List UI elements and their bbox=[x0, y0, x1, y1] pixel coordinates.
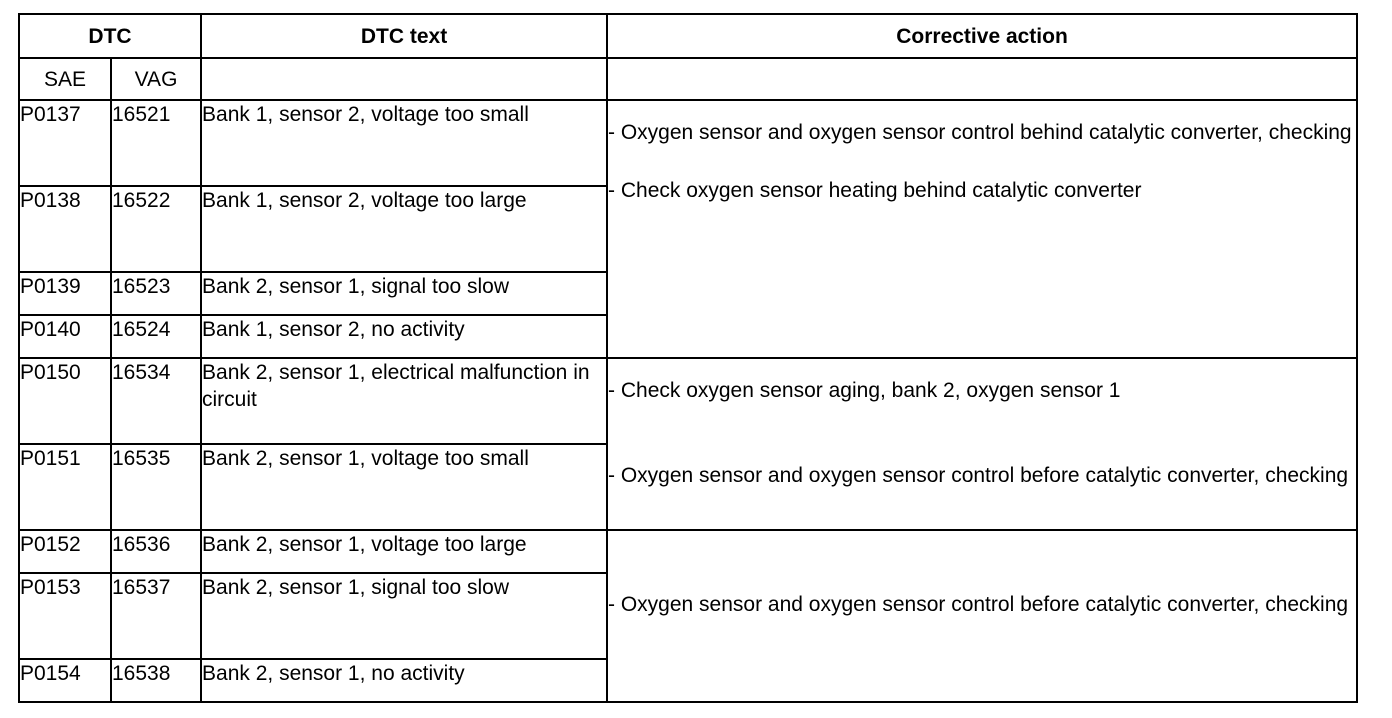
header-row-sub bbox=[19, 58, 1357, 100]
header-corrective-action: Corrective action bbox=[607, 14, 1357, 58]
corrective-action-group-2 bbox=[607, 358, 1357, 530]
table-row bbox=[19, 530, 1357, 573]
corrective-action-item: - Oxygen sensor and oxygen sensor control before catalytic converter, checking bbox=[608, 464, 1349, 487]
dtc-text: Bank 2, sensor 1, no activity bbox=[201, 659, 607, 702]
corrective-action-group-3 bbox=[607, 530, 1357, 702]
corrective-action-item: - Check oxygen sensor aging, bank 2, oxygen sensor 1 bbox=[608, 379, 1121, 402]
header-dtc: DTC bbox=[19, 14, 201, 58]
vag-code: 16537 bbox=[111, 573, 201, 659]
dtc-text: Bank 1, sensor 2, voltage too small bbox=[201, 100, 607, 186]
vag-code: 16536 bbox=[111, 530, 201, 573]
corrective-action-group-1 bbox=[607, 100, 1357, 358]
sae-code: P0139 bbox=[19, 272, 111, 315]
header-sae: SAE bbox=[19, 58, 111, 100]
header-vag: VAG bbox=[111, 58, 201, 100]
vag-code: 16523 bbox=[111, 272, 201, 315]
vag-code: 16521 bbox=[111, 100, 201, 186]
vag-code: 16534 bbox=[111, 358, 201, 444]
header-empty-text bbox=[201, 58, 607, 100]
dtc-text: Bank 1, sensor 2, no activity bbox=[201, 315, 607, 358]
table-row bbox=[19, 100, 1357, 186]
vag-code: 16535 bbox=[111, 444, 201, 530]
dtc-text: Bank 2, sensor 1, voltage too small bbox=[201, 444, 607, 530]
sae-code: P0152 bbox=[19, 530, 111, 573]
dtc-text: Bank 2, sensor 1, signal too slow bbox=[201, 272, 607, 315]
vag-code: 16524 bbox=[111, 315, 201, 358]
dtc-text: Bank 1, sensor 2, voltage too large bbox=[201, 186, 607, 272]
vag-code: 16522 bbox=[111, 186, 201, 272]
sae-code: P0137 bbox=[19, 100, 111, 186]
sae-code: P0140 bbox=[19, 315, 111, 358]
vag-code: 16538 bbox=[111, 659, 201, 702]
sae-code: P0154 bbox=[19, 659, 111, 702]
dtc-text: Bank 2, sensor 1, signal too slow bbox=[201, 573, 607, 659]
corrective-action-item: - Check oxygen sensor heating behind catalytic converter bbox=[608, 179, 1142, 202]
corrective-action-item: - Oxygen sensor and oxygen sensor control before catalytic converter, checking bbox=[608, 593, 1349, 616]
corrective-action-item: - Oxygen sensor and oxygen sensor control behind catalytic converter, checking bbox=[608, 121, 1352, 144]
sae-code: P0151 bbox=[19, 444, 111, 530]
dtc-text: Bank 2, sensor 1, electrical malfunction in circuit bbox=[201, 358, 607, 444]
sae-code: P0150 bbox=[19, 358, 111, 444]
header-empty-action bbox=[607, 58, 1357, 100]
sae-code: P0153 bbox=[19, 573, 111, 659]
header-dtc-text: DTC text bbox=[201, 14, 607, 58]
table-row bbox=[19, 358, 1357, 444]
dtc-table bbox=[18, 13, 1358, 703]
dtc-text: Bank 2, sensor 1, voltage too large bbox=[201, 530, 607, 573]
header-row-main bbox=[19, 14, 1357, 58]
sae-code: P0138 bbox=[19, 186, 111, 272]
